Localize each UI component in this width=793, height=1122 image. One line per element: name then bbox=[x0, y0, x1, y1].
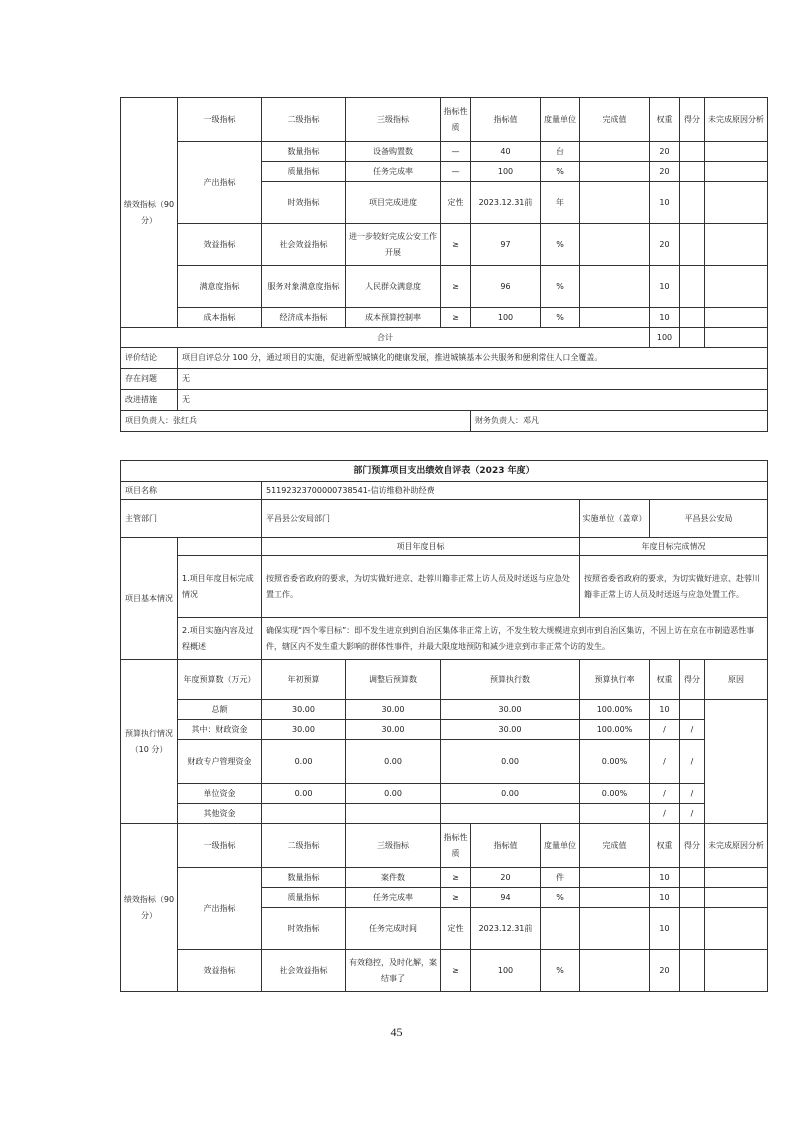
table-cell: 30.00 bbox=[262, 720, 346, 740]
table-cell: 时效指标 bbox=[262, 182, 346, 224]
table-cell: 100 bbox=[471, 162, 541, 182]
table-cell: / bbox=[680, 804, 705, 824]
table-cell: 经济成本指标 bbox=[262, 308, 346, 328]
hdr-score: 得分 bbox=[680, 824, 705, 868]
table-cell: 30.00 bbox=[346, 700, 441, 720]
table-cell bbox=[580, 868, 650, 888]
hdr-unit: 度量单位 bbox=[541, 98, 580, 142]
dept-value: 平昌县公安局部门 bbox=[262, 500, 580, 538]
table-cell: ≥ bbox=[441, 308, 471, 328]
table-cell bbox=[680, 908, 705, 950]
table-cell: 人民群众满意度 bbox=[346, 266, 441, 308]
table-cell bbox=[705, 868, 768, 888]
table-cell: 20 bbox=[650, 142, 680, 162]
table-cell: ≥ bbox=[441, 266, 471, 308]
perf-label: 绩效指标（90 分） bbox=[121, 98, 178, 328]
table-cell: ≥ bbox=[441, 224, 471, 266]
table-cell bbox=[705, 908, 768, 950]
table-cell: 30.00 bbox=[346, 720, 441, 740]
hdr-reason: 未完成原因分析 bbox=[705, 824, 768, 868]
table-cell bbox=[680, 162, 705, 182]
table-cell: 进一步较好完成公安工作开展 bbox=[346, 224, 441, 266]
issue-label: 存在问题 bbox=[121, 369, 178, 390]
table-cell bbox=[680, 308, 705, 328]
table-cell: 2023.12.31前 bbox=[471, 182, 541, 224]
table-cell: 40 bbox=[471, 142, 541, 162]
table-cell bbox=[680, 142, 705, 162]
table-cell bbox=[705, 700, 768, 824]
hdr-reason: 未完成原因分析 bbox=[705, 98, 768, 142]
bh-adj: 调整后预算数 bbox=[346, 660, 441, 700]
table-cell: 20 bbox=[650, 224, 680, 266]
table-cell: 100.00% bbox=[580, 720, 650, 740]
table-cell: — bbox=[441, 162, 471, 182]
perf-label-2: 绩效指标（90 分） bbox=[121, 824, 178, 992]
hdr-value: 指标值 bbox=[471, 824, 541, 868]
table-cell bbox=[580, 162, 650, 182]
table-cell: 2023.12.31前 bbox=[471, 908, 541, 950]
table-cell: 0.00 bbox=[262, 740, 346, 784]
table-cell bbox=[441, 804, 580, 824]
table-cell: % bbox=[541, 266, 580, 308]
table-cell: 其他资金 bbox=[178, 804, 262, 824]
table-cell: 20 bbox=[650, 162, 680, 182]
hdr-nature: 指标性质 bbox=[441, 824, 471, 868]
project-leader: 项目负责人：张红兵 bbox=[121, 411, 471, 432]
goal-label: 1.项目年度目标完成情况 bbox=[178, 556, 262, 618]
table-cell bbox=[262, 804, 346, 824]
table-cell bbox=[580, 888, 650, 908]
table-cell: 定性 bbox=[441, 182, 471, 224]
table-cell: 10 bbox=[650, 308, 680, 328]
table-cell: 其中：财政资金 bbox=[178, 720, 262, 740]
table-cell: 10 bbox=[650, 888, 680, 908]
table-cell: 单位资金 bbox=[178, 784, 262, 804]
total-value: 100 bbox=[650, 328, 680, 348]
table-cell: / bbox=[680, 720, 705, 740]
table-cell: 10 bbox=[650, 266, 680, 308]
hdr-score: 得分 bbox=[680, 98, 705, 142]
table-cell bbox=[705, 950, 768, 992]
status-header: 年度目标完成情况 bbox=[580, 538, 768, 556]
content-text: 确保实现“四个零目标”：即不发生进京到到自治区集体非正常上访，不发生较大规模进京到市到自治区集访，不因上访在京在市制造恶性事件，辖区内不发生重大影响的群体性事件，并最大限度地预防和减少进京到市非正常个访的发生。 bbox=[262, 618, 768, 660]
table-cell: 100 bbox=[471, 308, 541, 328]
bh-reason: 原因 bbox=[705, 660, 768, 700]
table-cell: 10 bbox=[650, 868, 680, 888]
hdr-level1: 一级指标 bbox=[178, 98, 262, 142]
hdr-done: 完成值 bbox=[580, 824, 650, 868]
table-cell: 社会效益指标 bbox=[262, 950, 346, 992]
table-cell: 财政专户管理资金 bbox=[178, 740, 262, 784]
table-cell: 设备购置数 bbox=[346, 142, 441, 162]
performance-table-2 bbox=[120, 460, 768, 992]
hdr-level1: 一级指标 bbox=[178, 824, 262, 868]
table-cell: 总额 bbox=[178, 700, 262, 720]
table-cell bbox=[580, 224, 650, 266]
finance-leader: 财务负责人：邓凡 bbox=[471, 411, 768, 432]
table-cell: 年 bbox=[541, 182, 580, 224]
table-cell: 20 bbox=[471, 868, 541, 888]
table-cell: 100.00% bbox=[580, 700, 650, 720]
bh-exec: 预算执行数 bbox=[441, 660, 580, 700]
table-cell: 台 bbox=[541, 142, 580, 162]
table-cell: 任务完成率 bbox=[346, 888, 441, 908]
table-cell: ≥ bbox=[441, 950, 471, 992]
table-cell: 10 bbox=[650, 182, 680, 224]
bh-score: 得分 bbox=[680, 660, 705, 700]
effect-label-2: 效益指标 bbox=[178, 950, 262, 992]
hdr-level2: 二级指标 bbox=[262, 98, 346, 142]
table-cell: 10 bbox=[650, 700, 680, 720]
hdr-level3: 三级指标 bbox=[346, 824, 441, 868]
table-cell: % bbox=[541, 888, 580, 908]
output-label-2: 产出指标 bbox=[178, 868, 262, 950]
table-cell: 30.00 bbox=[262, 700, 346, 720]
table-cell bbox=[705, 266, 768, 308]
table-cell: / bbox=[650, 740, 680, 784]
bh-weight: 权重 bbox=[650, 660, 680, 700]
table-cell bbox=[580, 908, 650, 950]
hdr-weight: 权重 bbox=[650, 824, 680, 868]
table-cell bbox=[580, 950, 650, 992]
table-cell bbox=[705, 162, 768, 182]
table-cell: ≥ bbox=[441, 888, 471, 908]
output-label: 产出指标 bbox=[178, 142, 262, 224]
eval-text: 项目自评总分 100 分，通过项目的实施，促进新型城镇化的健康发展，推进城镇基本公共服务和便利常住人口全覆盖。 bbox=[178, 348, 768, 369]
table-cell: 30.00 bbox=[441, 700, 580, 720]
name-label: 项目名称 bbox=[121, 482, 262, 500]
table-cell bbox=[580, 804, 650, 824]
table-cell bbox=[680, 224, 705, 266]
table-cell: 0.00% bbox=[580, 784, 650, 804]
table-cell: 0.00 bbox=[441, 784, 580, 804]
table-cell bbox=[580, 182, 650, 224]
hdr-done: 完成值 bbox=[580, 98, 650, 142]
table-cell bbox=[580, 266, 650, 308]
table-cell bbox=[680, 950, 705, 992]
table-cell bbox=[580, 142, 650, 162]
target-header: 项目年度目标 bbox=[262, 538, 580, 556]
table-cell: 30.00 bbox=[441, 720, 580, 740]
table-cell: 件 bbox=[541, 868, 580, 888]
table-cell: 0.00 bbox=[346, 784, 441, 804]
performance-table-1 bbox=[120, 97, 768, 432]
page-number: 45 bbox=[390, 1025, 403, 1039]
table-cell: 成本预算控制率 bbox=[346, 308, 441, 328]
hdr-level2: 二级指标 bbox=[262, 824, 346, 868]
hdr-weight: 权重 bbox=[650, 98, 680, 142]
table-cell: 服务对象满意度指标 bbox=[262, 266, 346, 308]
table-cell: 时效指标 bbox=[262, 908, 346, 950]
table-cell bbox=[541, 908, 580, 950]
table-cell: / bbox=[650, 720, 680, 740]
table-cell bbox=[705, 308, 768, 328]
table-cell: 有效稳控，及时化解，案结事了 bbox=[346, 950, 441, 992]
measure-text: 无 bbox=[178, 390, 768, 411]
budget-label: 预算执行情况（10 分） bbox=[121, 660, 178, 824]
bh-init: 年初预算 bbox=[262, 660, 346, 700]
effect-label: 效益指标 bbox=[178, 224, 262, 266]
hdr-value: 指标值 bbox=[471, 98, 541, 142]
table-cell: 20 bbox=[650, 950, 680, 992]
table-cell: / bbox=[680, 740, 705, 784]
name-value: 51192323700000738541-信访维稳补助经费 bbox=[262, 482, 768, 500]
table-cell: 案件数 bbox=[346, 868, 441, 888]
table-cell: 质量指标 bbox=[262, 162, 346, 182]
table-cell: % bbox=[541, 224, 580, 266]
table-cell: 数量指标 bbox=[262, 868, 346, 888]
table-cell: / bbox=[650, 784, 680, 804]
table-cell: 0.00 bbox=[441, 740, 580, 784]
table-cell: 项目完成进度 bbox=[346, 182, 441, 224]
table-cell bbox=[346, 804, 441, 824]
eval-label: 评价结论 bbox=[121, 348, 178, 369]
table-cell: 10 bbox=[650, 908, 680, 950]
table-cell bbox=[680, 328, 705, 348]
table-cell bbox=[705, 888, 768, 908]
dept-label: 主管部门 bbox=[121, 500, 262, 538]
table-cell bbox=[680, 888, 705, 908]
table-cell: 数量指标 bbox=[262, 142, 346, 162]
table-cell bbox=[680, 868, 705, 888]
table-cell: % bbox=[541, 162, 580, 182]
table-cell: 0.00% bbox=[580, 740, 650, 784]
content-label: 2.项目实施内容及过程概述 bbox=[178, 618, 262, 660]
issue-text: 无 bbox=[178, 369, 768, 390]
satisfaction-label: 满意度指标 bbox=[178, 266, 262, 308]
bh-year: 年度预算数（万元） bbox=[178, 660, 262, 700]
table-cell bbox=[705, 224, 768, 266]
table-cell: / bbox=[650, 804, 680, 824]
table-cell: 任务完成时间 bbox=[346, 908, 441, 950]
hdr-unit: 度量单位 bbox=[541, 824, 580, 868]
table-cell: % bbox=[541, 950, 580, 992]
hdr-level3: 三级指标 bbox=[346, 98, 441, 142]
impl-value: 平昌县公安局 bbox=[650, 500, 768, 538]
table-cell: 96 bbox=[471, 266, 541, 308]
table-cell: 质量指标 bbox=[262, 888, 346, 908]
table-cell bbox=[580, 308, 650, 328]
impl-label: 实施单位（盖章） bbox=[580, 500, 650, 538]
hdr-nature: 指标性质 bbox=[441, 98, 471, 142]
table-cell: 97 bbox=[471, 224, 541, 266]
measure-label: 改进措施 bbox=[121, 390, 178, 411]
table-cell: 94 bbox=[471, 888, 541, 908]
table-title: 部门预算项目支出绩效自评表（2023 年度） bbox=[121, 461, 768, 482]
table-cell bbox=[705, 182, 768, 224]
table-cell: 任务完成率 bbox=[346, 162, 441, 182]
table-cell bbox=[705, 142, 768, 162]
table-cell bbox=[680, 700, 705, 720]
table-cell bbox=[705, 328, 768, 348]
total-label: 合计 bbox=[121, 328, 650, 348]
table-cell bbox=[680, 266, 705, 308]
bh-rate: 预算执行率 bbox=[580, 660, 650, 700]
table-cell: 0.00 bbox=[346, 740, 441, 784]
table-cell: % bbox=[541, 308, 580, 328]
table-cell: 社会效益指标 bbox=[262, 224, 346, 266]
goal-text: 按照省委省政府的要求，为切实做好进京、赴蓉川籍非正常上访人员及时送返与应急处置工作。 bbox=[262, 556, 580, 618]
table-cell: 定性 bbox=[441, 908, 471, 950]
table-cell: ≥ bbox=[441, 868, 471, 888]
table-cell bbox=[178, 538, 262, 556]
table-cell: / bbox=[680, 784, 705, 804]
table-cell bbox=[680, 182, 705, 224]
table-cell: 100 bbox=[471, 950, 541, 992]
table-cell: — bbox=[441, 142, 471, 162]
cost-label: 成本指标 bbox=[178, 308, 262, 328]
goal-status: 按照省委省政府的要求，为切实做好进京、赴蓉川籍非正常上访人员及时送返与应急处置工作。 bbox=[580, 556, 768, 618]
basic-label: 项目基本情况 bbox=[121, 538, 178, 660]
table-cell: 0.00 bbox=[262, 784, 346, 804]
